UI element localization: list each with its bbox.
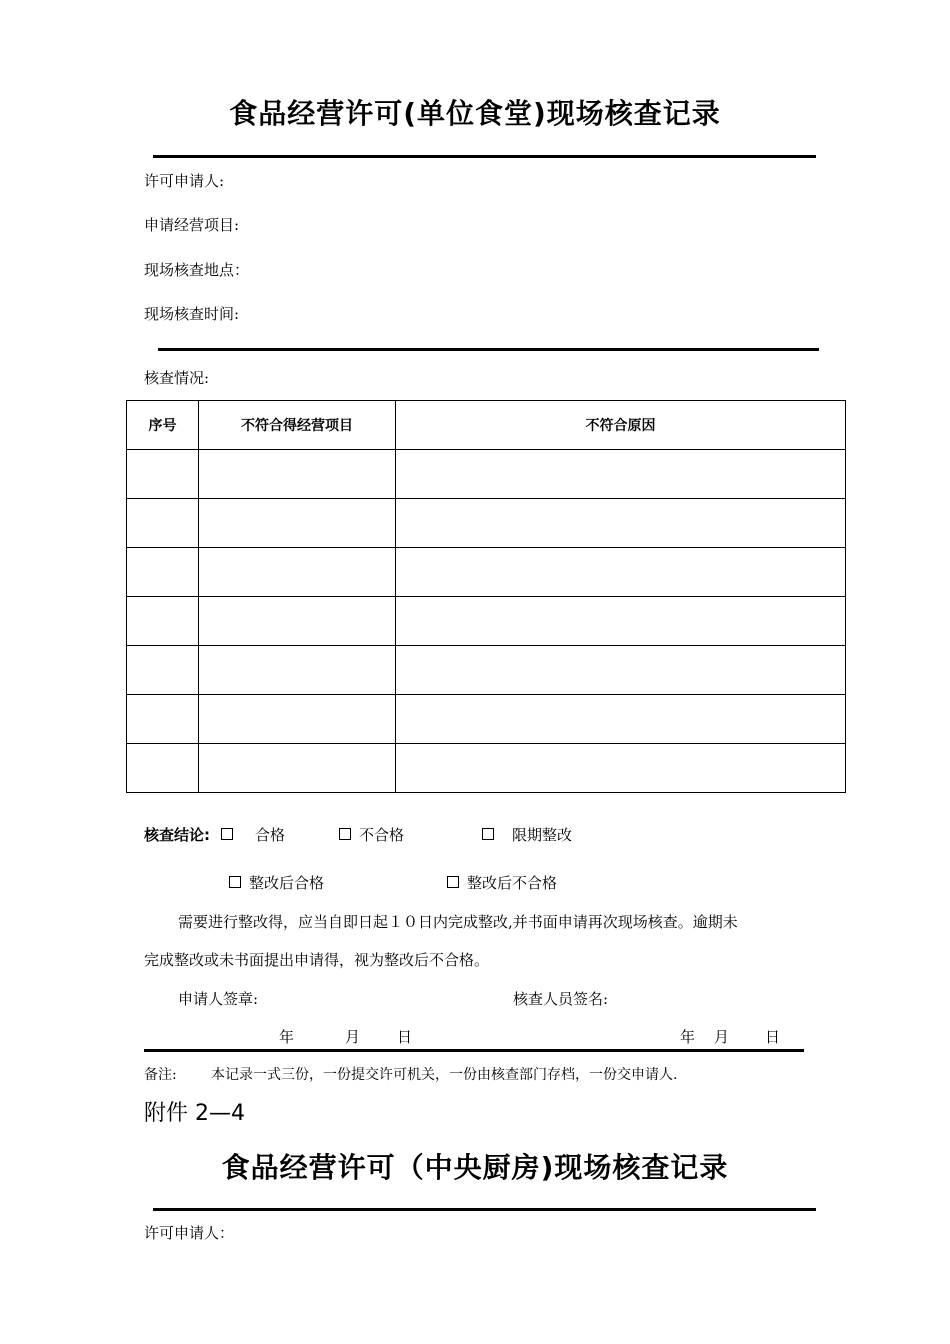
option-fail-label: 不合格 bbox=[359, 826, 405, 844]
date-right-year: 年 bbox=[680, 1028, 696, 1046]
inspection-table bbox=[126, 400, 846, 793]
table-cell[interactable] bbox=[199, 548, 396, 597]
table-cell[interactable] bbox=[396, 646, 846, 695]
table-row bbox=[127, 499, 846, 548]
table-cell[interactable] bbox=[396, 597, 846, 646]
table-cell[interactable] bbox=[396, 450, 846, 499]
header-index: 序号 bbox=[127, 401, 199, 450]
header-reason: 不符合原因 bbox=[396, 401, 846, 450]
table-cell[interactable] bbox=[396, 744, 846, 793]
conclusion-label: 核查结论: bbox=[144, 826, 210, 844]
title-divider bbox=[153, 155, 816, 158]
option-fail[interactable] bbox=[339, 824, 404, 845]
table-cell[interactable] bbox=[127, 548, 199, 597]
table-row bbox=[127, 695, 846, 744]
header-item: 不符合得经营项目 bbox=[199, 401, 396, 450]
remark-divider bbox=[144, 1049, 804, 1052]
table-header-row bbox=[127, 401, 846, 450]
remark-text: 本记录一式三份，一份提交许可机关，一份由核查部门存档，一份交申请人. bbox=[211, 1067, 678, 1083]
table-cell[interactable] bbox=[396, 548, 846, 597]
table-cell[interactable] bbox=[199, 744, 396, 793]
table-cell[interactable] bbox=[199, 695, 396, 744]
page-title: 食品经营许可(单位食堂)现场核查记录 bbox=[229, 97, 721, 130]
second-title-divider bbox=[153, 1208, 816, 1211]
option-pass[interactable] bbox=[221, 824, 285, 845]
location-field-label: 现场核查地点： bbox=[144, 261, 250, 279]
table-cell[interactable] bbox=[199, 499, 396, 548]
checkbox-icon[interactable] bbox=[229, 876, 241, 888]
table-cell[interactable] bbox=[127, 744, 199, 793]
applicant-sign-label: 申请人签章: bbox=[178, 990, 259, 1008]
checkbox-icon[interactable] bbox=[482, 828, 494, 840]
table-cell[interactable] bbox=[199, 646, 396, 695]
table-cell[interactable] bbox=[127, 499, 199, 548]
date-right-month: 月 bbox=[714, 1028, 730, 1046]
option-pass-label: 合格 bbox=[255, 826, 286, 844]
option-pass-after-rectify[interactable] bbox=[229, 872, 324, 893]
table-cell[interactable] bbox=[127, 450, 199, 499]
table-row bbox=[127, 597, 846, 646]
option-pass-after-rectify-label: 整改后合格 bbox=[249, 874, 325, 892]
second-page-title: 食品经营许可（中央厨房)现场核查记录 bbox=[221, 1151, 729, 1184]
option-rectify-label: 限期整改 bbox=[512, 826, 573, 844]
fields-divider bbox=[158, 348, 819, 351]
table-cell[interactable] bbox=[127, 695, 199, 744]
project-field-label: 申请经营项目: bbox=[144, 216, 240, 234]
table-cell[interactable] bbox=[199, 450, 396, 499]
date-left-month: 月 bbox=[345, 1028, 361, 1046]
option-fail-after-rectify[interactable] bbox=[447, 872, 557, 893]
applicant-field-label: 许可申请人: bbox=[144, 172, 225, 190]
option-fail-after-rectify-label: 整改后不合格 bbox=[467, 874, 558, 892]
table-cell[interactable] bbox=[396, 695, 846, 744]
date-right-day: 日 bbox=[765, 1028, 781, 1046]
table-row bbox=[127, 646, 846, 695]
table-cell[interactable] bbox=[127, 597, 199, 646]
table-cell[interactable] bbox=[127, 646, 199, 695]
inspector-sign-label: 核查人员签名: bbox=[513, 990, 609, 1008]
option-rectify[interactable] bbox=[482, 824, 572, 845]
second-applicant-field-label: 许可申请人： bbox=[144, 1224, 235, 1242]
table-row bbox=[127, 450, 846, 499]
time-field-label: 现场核查时间: bbox=[144, 305, 240, 323]
checkbox-icon[interactable] bbox=[339, 828, 351, 840]
checkbox-icon[interactable] bbox=[221, 828, 233, 840]
date-left-year: 年 bbox=[279, 1028, 295, 1046]
remark-label: 备注: bbox=[144, 1067, 177, 1083]
notice-line-2: 完成整改或未书面提出申请得，视为整改后不合格。 bbox=[144, 951, 490, 969]
notice-line-1: 需要进行整改得，应当自即日起１０日内完成整改,并书面申请再次现场核查。逾期未 bbox=[178, 913, 738, 931]
attachment-label: 附件 2—4 bbox=[144, 1101, 245, 1126]
table-row bbox=[127, 548, 846, 597]
date-left-day: 日 bbox=[397, 1028, 413, 1046]
table-row bbox=[127, 744, 846, 793]
situation-label: 核查情况: bbox=[144, 369, 210, 387]
table-cell[interactable] bbox=[199, 597, 396, 646]
checkbox-icon[interactable] bbox=[447, 876, 459, 888]
table-cell[interactable] bbox=[396, 499, 846, 548]
